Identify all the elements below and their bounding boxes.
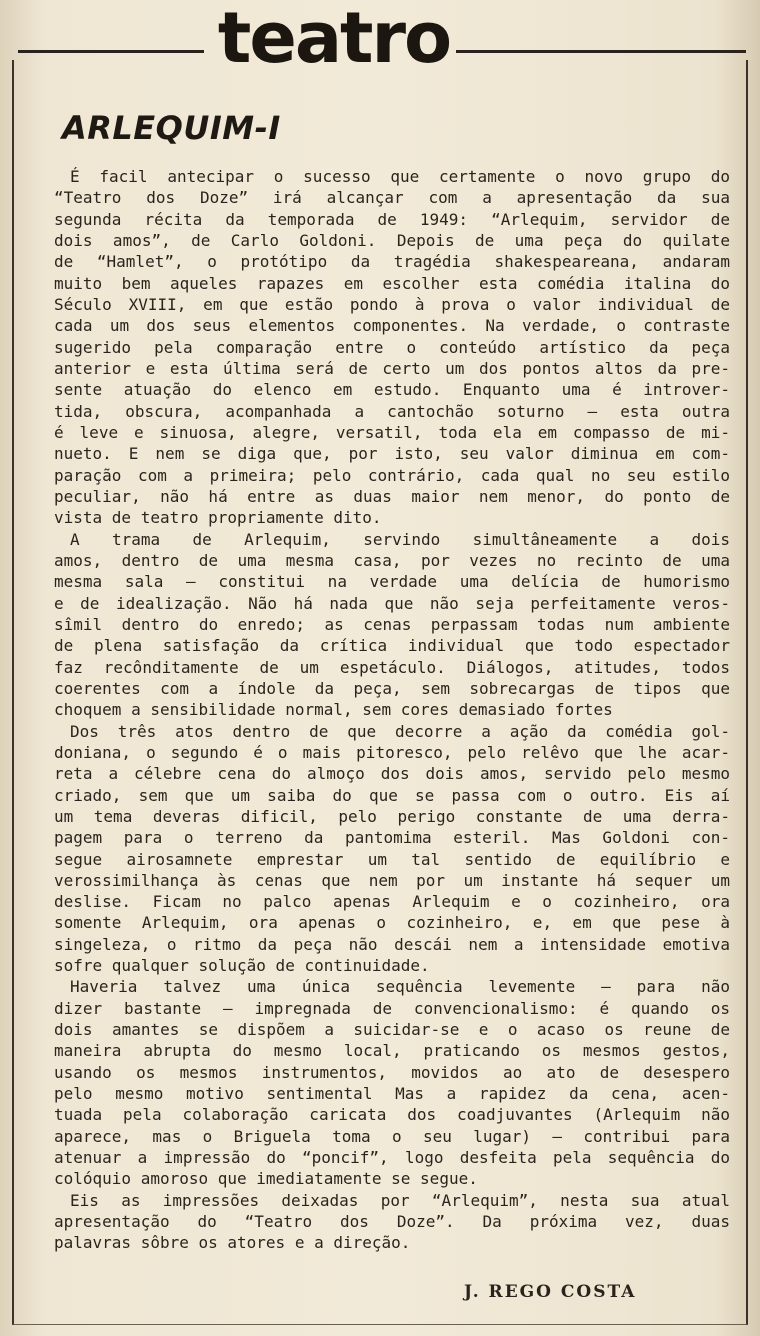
article-line: Eis as impressões deixadas por “Arlequim”, nesta sua atual <box>70 1190 730 1210</box>
article-line: faz recônditamente de um espetáculo. Diálogos, atitudes, todos <box>54 657 730 677</box>
article-headline: ARLEQUIM-I <box>62 109 281 147</box>
article-line: é leve e sinuosa, alegre, versatil, toda ela em compasso de mi- <box>54 422 730 442</box>
article-line: amos, dentro de uma mesma casa, por vezes no recinto de uma <box>54 550 730 570</box>
article-line: de “Hamlet”, o protótipo da tragédia shakespeareana, andaram <box>54 252 730 272</box>
article-line: aparece, mas o Briguela toma o seu lugar) — contribui para <box>54 1126 730 1146</box>
article-line: usando os mesmos instrumentos, movidos ao ato de desespero <box>54 1062 730 1082</box>
article-line: segue airosamnete emprestar um tal sentido de equilíbrio e <box>54 849 730 869</box>
article-line: somente Arlequim, ora apenas o cozinheiro, e, em que pese à <box>54 913 730 933</box>
article-line: pelo mesmo motivo sentimental Mas a rapidez da cena, acen- <box>54 1084 730 1104</box>
article-line: sugerido pela comparação entre o conteúdo artístico da peça <box>54 337 730 357</box>
article-line: Século XVIII, em que estão pondo à prova o valor individual de <box>54 294 730 314</box>
article-line: mesma sala — constitui na verdade uma delícia de humorismo <box>54 572 730 592</box>
article-line: peculiar, não há entre as duas maior nem menor, do ponto de <box>54 486 730 506</box>
article-line: atenuar a impressão do “poncif”, logo desfeita pela sequência do <box>54 1148 730 1168</box>
article-line: doniana, o segundo é o mais pitoresco, pelo relêvo que lhe acar- <box>54 742 730 762</box>
article-line: segunda récita da temporada de 1949: “Arlequim, servidor de <box>54 209 730 229</box>
article-line: “Teatro dos Doze” irá alcançar com a apresentação da sua <box>54 188 730 208</box>
article-line: coerentes com a índole da peça, sem sobrecargas de tipos que <box>54 678 730 698</box>
article-line: A trama de Arlequim, servindo simultâneamente a dois <box>70 529 730 549</box>
article-line: sofre qualquer solução de continuidade. <box>54 956 430 976</box>
author-signature: J. REGO COSTA <box>464 1282 637 1302</box>
article-line: dois amos”, de Carlo Goldoni. Depois de uma peça do quilate <box>54 230 730 250</box>
article-line: singeleza, o ritmo da peça não descái nem a intensidade emotiva <box>54 934 730 954</box>
header-rule-left <box>18 50 204 53</box>
article-body <box>54 166 730 1254</box>
article-line: É facil antecipar o sucesso que certamente o novo grupo do <box>70 167 730 186</box>
article-line: pagem para o terreno da pantomima esteril. Mas Goldoni con- <box>54 828 730 848</box>
article-line: vista de teatro propriamente dito. <box>54 508 382 528</box>
article-line: verossimilhança às cenas que nem por um instante há sequer um <box>54 870 730 890</box>
article-line: anterior e esta última será de certo um dos pontos altos da pre- <box>54 358 730 378</box>
article-line: um tema deveras dificil, pelo perigo constante de uma derra- <box>54 806 730 826</box>
article-line: dois amantes se dispõem a suicidar-se e o acaso os reune de <box>54 1020 730 1040</box>
article-line: sîmil dentro do enredo; as cenas perpassam todas num ambiente <box>54 614 730 634</box>
article-line: muito bem aqueles rapazes em escolher esta comédia italina do <box>54 273 730 293</box>
article-line: deslise. Ficam no palco apenas Arlequim e o cozinheiro, ora <box>54 892 730 912</box>
article-line: dizer bastante — impregnada de convencionalismo: é quando os <box>54 998 730 1018</box>
article-line: colóquio amoroso que imediatamente se segue. <box>54 1169 478 1189</box>
article-line: paração com a primeira; pelo contrário, cada qual no seu estilo <box>54 465 730 485</box>
article-line: e de idealização. Não há nada que não seja perfeitamente veros- <box>54 593 730 613</box>
article-line: criado, sem que um saiba do que se passa com o outro. Eis aí <box>54 785 730 805</box>
article-line: nueto. E nem se diga que, por isto, seu valor diminua em com- <box>54 444 730 464</box>
article-line: apresentação do “Teatro dos Doze”. Da próxima vez, duas <box>54 1212 730 1232</box>
article-line: Haveria talvez uma única sequência levemente — para não <box>70 977 730 997</box>
article-line: Dos três atos dentro de que decorre a ação da comédia gol- <box>70 721 730 741</box>
header-rule-right <box>456 50 746 53</box>
article-line: cada um dos seus elementos componentes. Na verdade, o contraste <box>54 316 730 336</box>
article-line: sente atuação do elenco em estudo. Enquanto uma é introver- <box>54 380 730 400</box>
article-line: reta a célebre cena do almoço dos dois amos, servido pelo mesmo <box>54 764 730 784</box>
article-line: palavras sôbre os atores e a direção. <box>54 1233 411 1253</box>
article-line: choquem a sensibilidade normal, sem cores demasiado fortes <box>54 700 613 720</box>
article-line: de plena satisfação da crítica individual que todo espectador <box>54 636 730 656</box>
article-line: maneira abrupta do mesmo local, praticando os mesmos gestos, <box>54 1041 730 1061</box>
section-title: teatro <box>217 0 451 79</box>
article-line: tida, obscura, acompanhada a cantochão soturno — esta outra <box>54 401 730 421</box>
article-line: tuada pela colaboração caricata dos coadjuvantes (Arlequim não <box>54 1105 730 1125</box>
